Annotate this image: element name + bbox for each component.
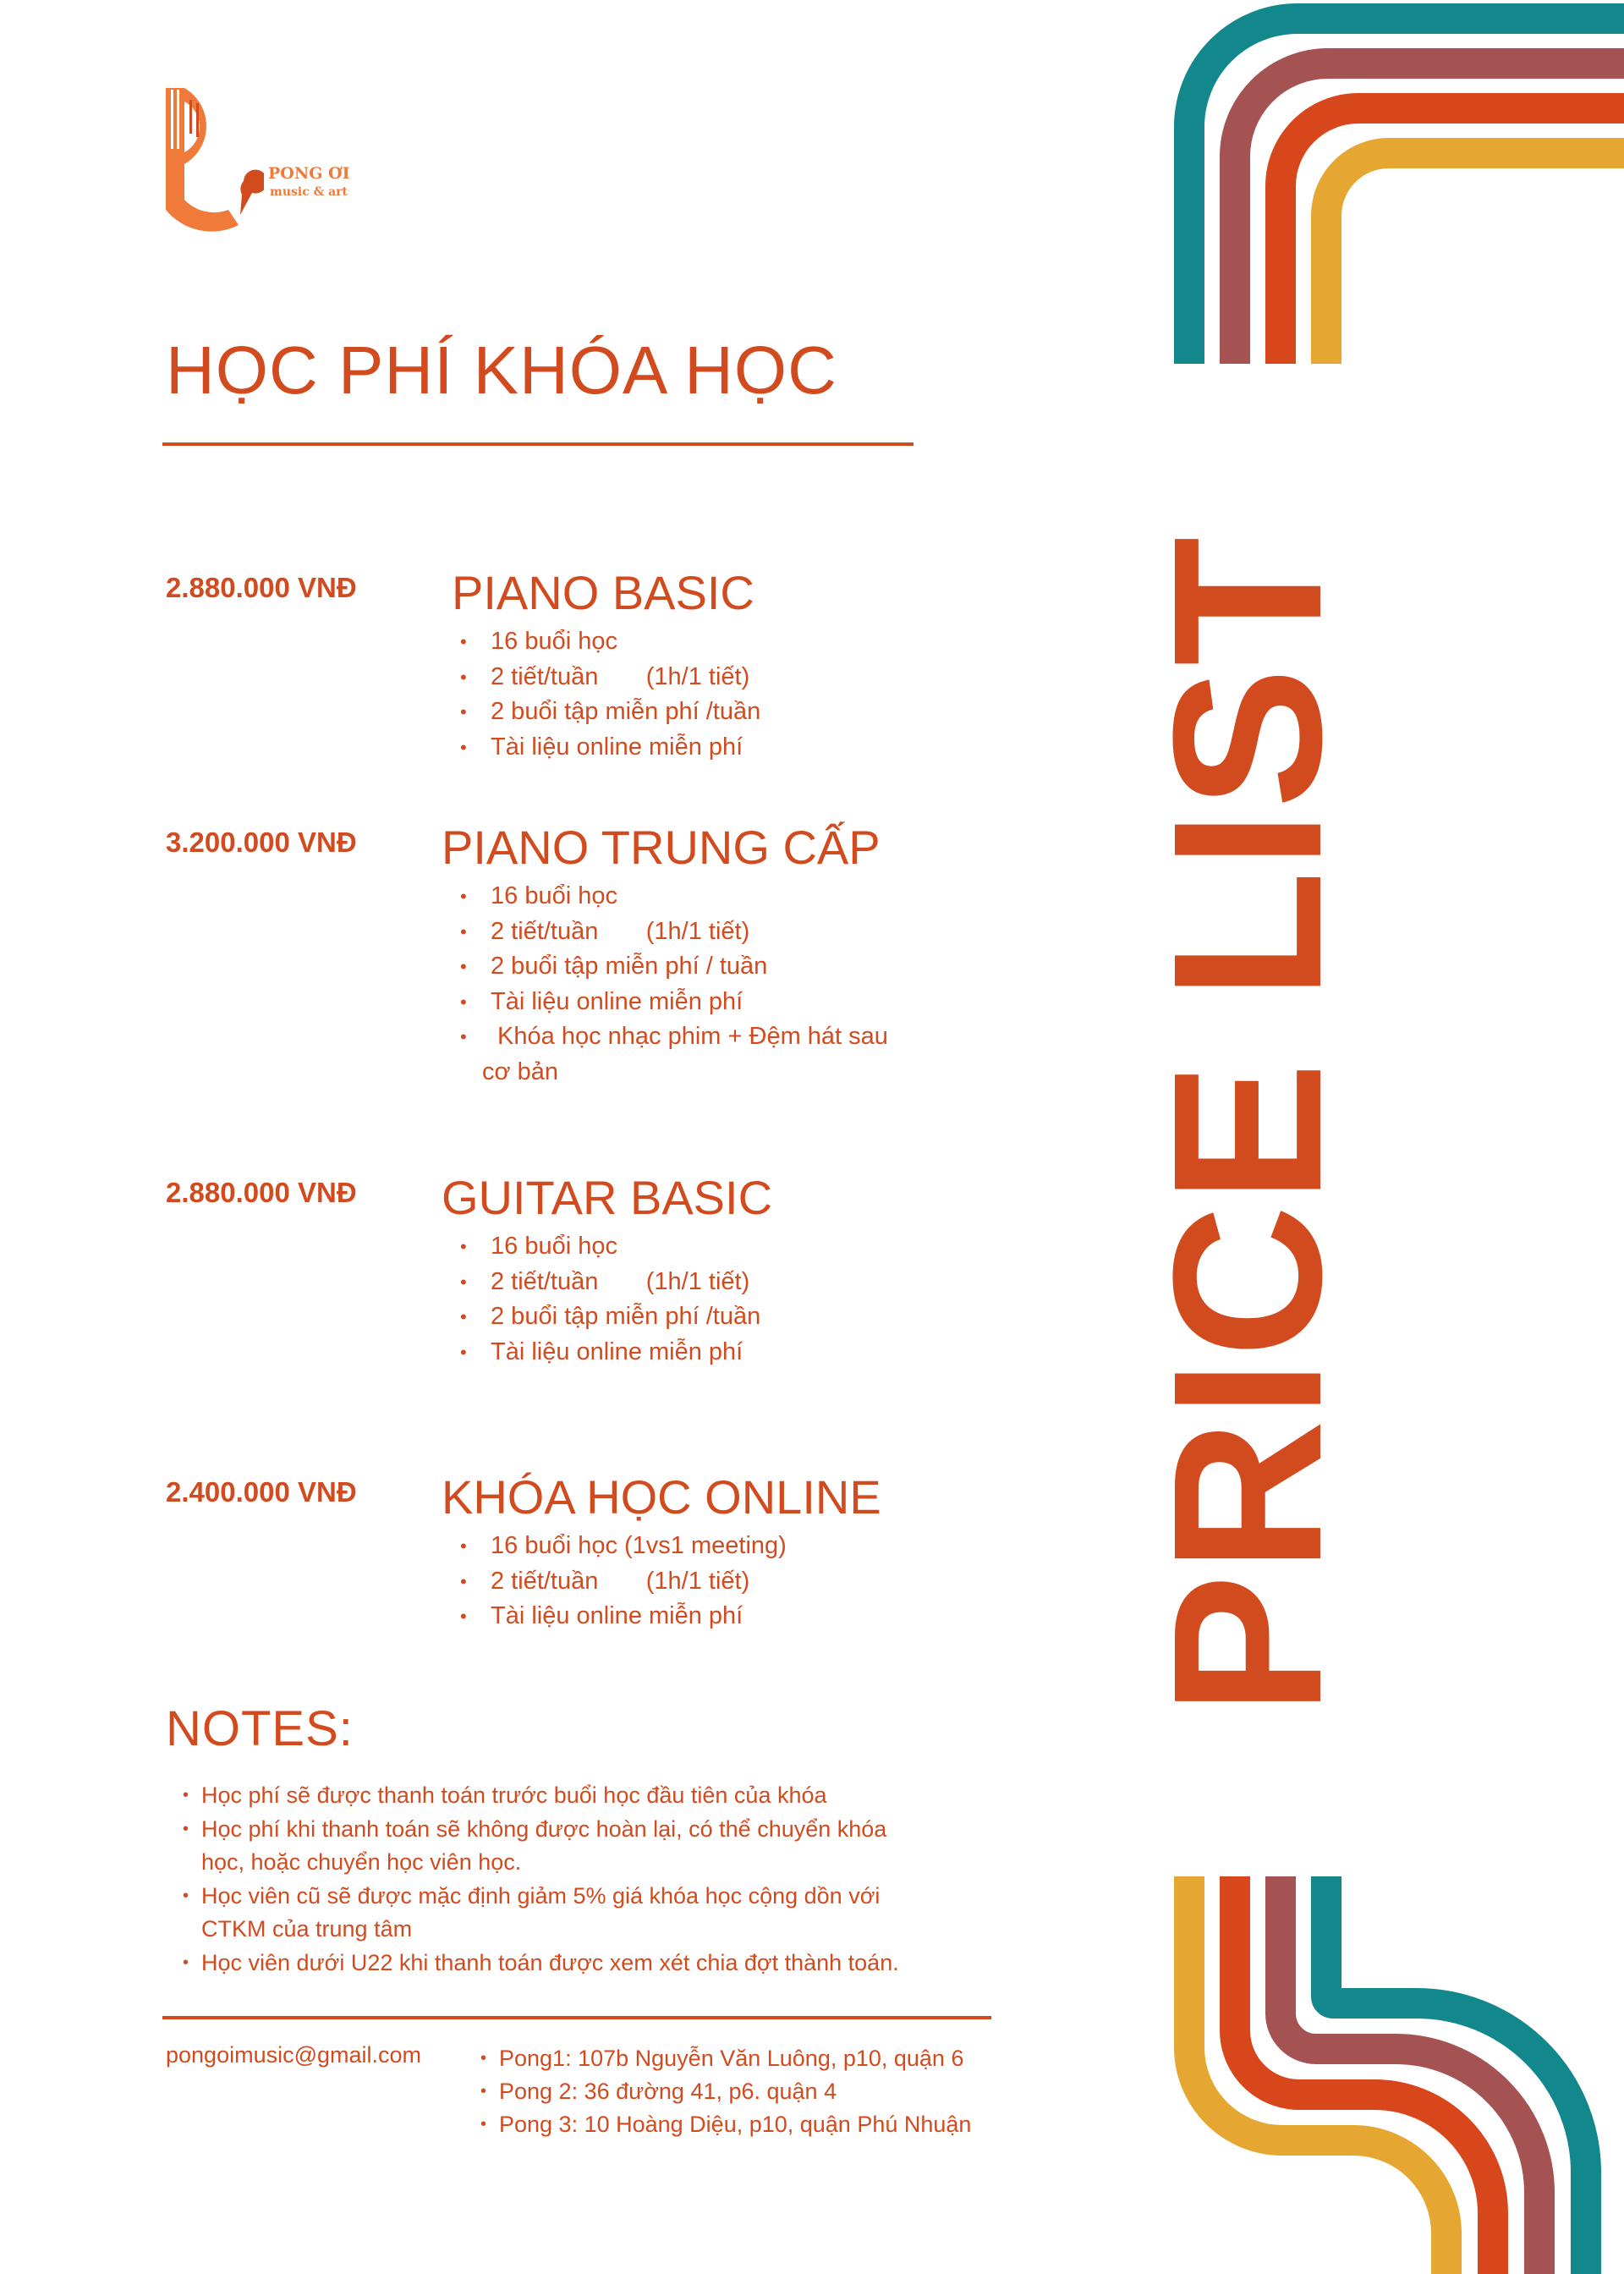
note-item: • Học phí sẽ được thanh toán trước buổi học đầu tiên của khóa bbox=[178, 1779, 964, 1813]
list-item: • Tài liệu online miễn phí bbox=[460, 1335, 760, 1370]
page-title: HỌC PHÍ KHÓA HỌC bbox=[166, 332, 837, 408]
course-price: 2.400.000 VNĐ bbox=[166, 1476, 357, 1508]
note-item: • Học phí khi thanh toán sẽ không được hoàn lại, có thể chuyển khóa bbox=[178, 1813, 964, 1847]
notes-title: NOTES: bbox=[166, 1701, 354, 1756]
note-item-continuation: CTKM của trung tâm bbox=[201, 1916, 413, 1942]
list-item: • Tài liệu online miễn phí bbox=[460, 985, 888, 1020]
note-item-continuation: học, hoặc chuyển học viên học. bbox=[201, 1849, 522, 1875]
list-item: • 16 buổi học bbox=[460, 1229, 760, 1265]
list-item: • 2 buổi tập miễn phí /tuần bbox=[460, 695, 760, 730]
list-item: • 2 tiết/tuần (1h/1 tiết) bbox=[460, 1265, 760, 1300]
course-price: 2.880.000 VNĐ bbox=[166, 572, 357, 603]
brand-logo bbox=[145, 83, 374, 244]
course-name: KHÓA HỌC ONLINE bbox=[442, 1470, 881, 1524]
list-item-continuation: cơ bản bbox=[482, 1057, 558, 1085]
address-list bbox=[480, 2042, 971, 2141]
list-item: • Tài liệu online miễn phí bbox=[460, 1599, 787, 1634]
list-item: • 2 buổi tập miễn phí /tuần bbox=[460, 1299, 760, 1335]
list-item: • 16 buổi học (1vs1 meeting) bbox=[460, 1529, 787, 1564]
title-divider bbox=[162, 442, 914, 446]
vertical-title: PRICE LIST bbox=[1129, 535, 1365, 1716]
vertical-title-container bbox=[1125, 474, 1370, 1777]
contact-email[interactable]: pongoimusic@gmail.com bbox=[166, 2042, 422, 2068]
note-item: • Học viên dưới U22 khi thanh toán được xem xét chia đợt thành toán. bbox=[178, 1947, 964, 1980]
list-item: • 16 buổi học bbox=[460, 624, 760, 660]
list-item: • 2 tiết/tuần (1h/1 tiết) bbox=[460, 915, 888, 950]
course-name: PIANO BASIC bbox=[452, 566, 754, 619]
course-price: 3.200.000 VNĐ bbox=[166, 827, 357, 858]
course-features bbox=[460, 1229, 760, 1370]
brand-name: PONG ƠI bbox=[268, 164, 350, 183]
address-item: • Pong1: 107b Nguyễn Văn Luông, p10, quận 6 bbox=[480, 2042, 971, 2075]
list-item: • Tài liệu online miễn phí bbox=[460, 730, 760, 766]
notes-list bbox=[178, 1779, 964, 1980]
list-item: • Khóa học nhạc phim + Đệm hát sau bbox=[460, 1019, 888, 1055]
list-item: • 2 tiết/tuần (1h/1 tiết) bbox=[460, 660, 760, 695]
list-item: • 2 buổi tập miễn phí / tuần bbox=[460, 949, 888, 985]
address-item: • Pong 2: 36 đường 41, p6. quận 4 bbox=[480, 2075, 971, 2108]
course-name: GUITAR BASIC bbox=[442, 1171, 773, 1224]
course-features bbox=[460, 1529, 787, 1634]
footer-divider bbox=[162, 2016, 991, 2019]
piano-note-logo-icon bbox=[145, 83, 264, 244]
list-item: • 16 buổi học bbox=[460, 879, 888, 915]
brand-tagline: music & art bbox=[270, 185, 348, 199]
course-price: 2.880.000 VNĐ bbox=[166, 1177, 357, 1208]
note-item: • Học viên cũ sẽ được mặc định giảm 5% giá khóa học cộng dồn với bbox=[178, 1880, 964, 1914]
course-features bbox=[460, 879, 888, 1090]
course-features bbox=[460, 624, 760, 765]
address-item: • Pong 3: 10 Hoàng Diệu, p10, quận Phú Nhuận bbox=[480, 2108, 971, 2141]
course-name: PIANO TRUNG CẤP bbox=[442, 821, 881, 874]
list-item: • 2 tiết/tuần (1h/1 tiết) bbox=[460, 1564, 787, 1600]
